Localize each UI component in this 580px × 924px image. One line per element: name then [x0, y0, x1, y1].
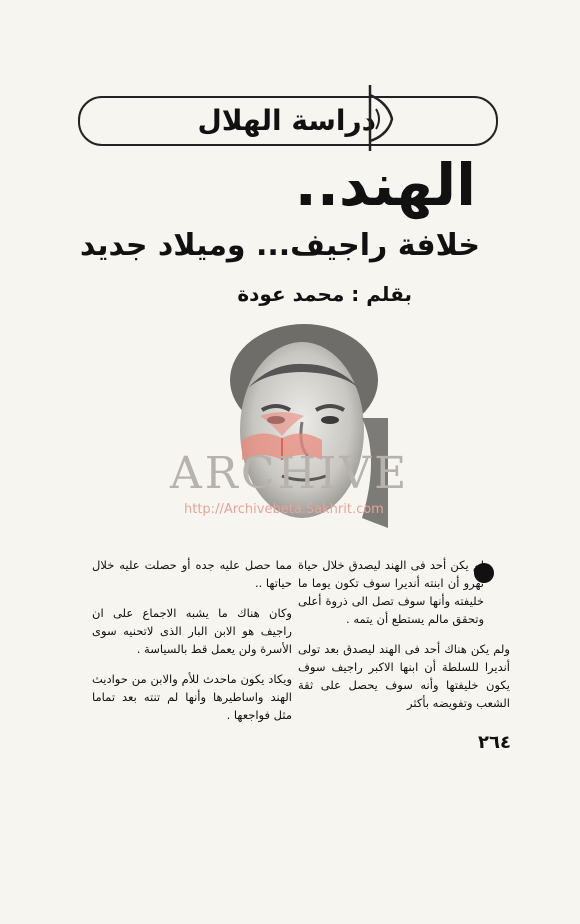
body-paragraph: لم يكن أحد فى الهند ليصدق خلال حياة نهرو أن ابنته أنديرا سوف تكون يوما ما خليفته وأنها سوف تصل الى ذروة أعلى وتحقق مالم يستطع أن يتمه .: [298, 558, 484, 626]
archive-watermark: ARCHIVE: [170, 448, 410, 499]
article-byline: بقلم : محمد عودة: [237, 282, 412, 306]
page-number: ٢٦٤: [478, 732, 511, 753]
body-column-right: [298, 556, 510, 724]
article-title: الهند..: [294, 151, 476, 219]
body-paragraph: ويكاد يكون ماحدث للأم والابن من حواديث الهند واساطيرها وأنها لم تنته بعد تماما مثل فواجعها .: [92, 672, 292, 722]
article-subtitle: خلافة راجيف... وميلاد جديد: [79, 228, 480, 263]
section-header-frame: [78, 96, 498, 146]
body-paragraph: ولم يكن هناك أحد فى الهند ليصدق بعد تولى أنديرا للسلطة أن ابنها الاكبر راجيف سوف يكون خليفتها وأنه سوف يحصل على ثقة الشعب وتفويضه بأكثر: [298, 642, 510, 710]
header-ornament-icon: [366, 83, 396, 153]
body-paragraph: مما حصل عليه جده أو حصلت عليه خلال حياتها ..: [92, 558, 292, 590]
archive-url: http://Archivebeta.Sakhrit.com: [184, 502, 384, 517]
body-paragraph: وكان هناك ما يشبه الاجماع على ان راجيف هو الابن البار الذى لاتحنيه سوى الأسرة ولن يعمل قط بالسياسة .: [92, 606, 292, 656]
section-title: دراسة الهلال: [197, 104, 376, 137]
body-column-left: [92, 556, 292, 736]
